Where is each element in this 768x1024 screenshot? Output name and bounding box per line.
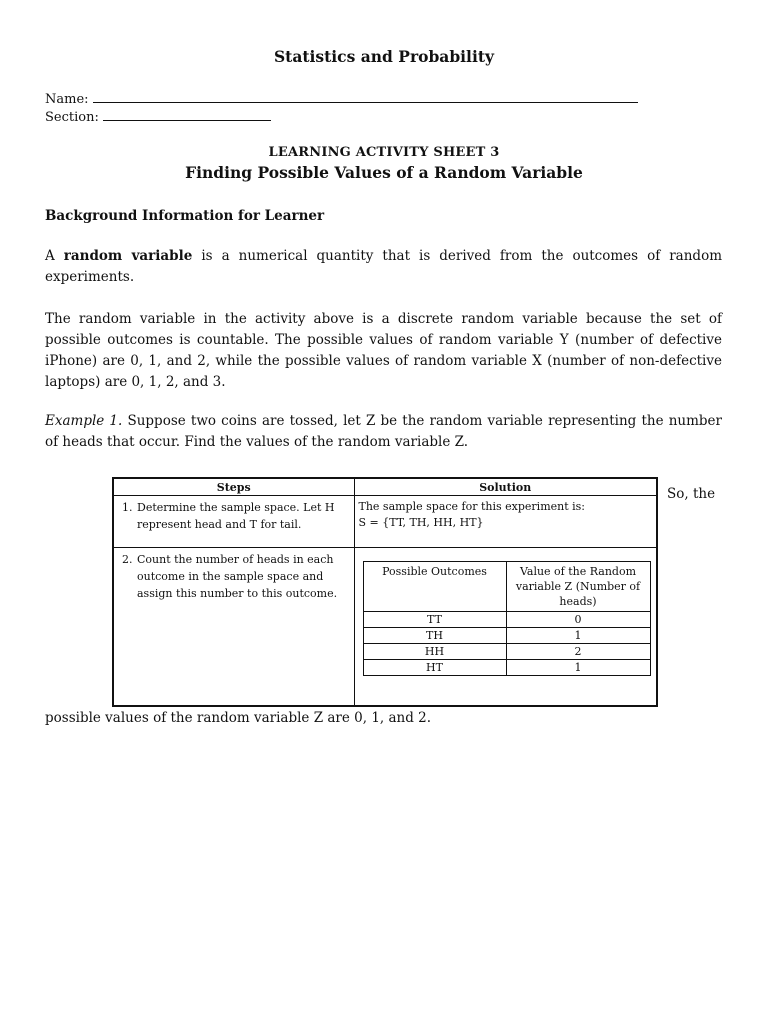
step-2-text: Count the number of heads in each outcome in the sample space and assign this number to this outcome. (137, 553, 338, 600)
background-heading: Background Information for Learner (45, 208, 325, 224)
solution-1-cell (354, 496, 657, 548)
steps-table-header-row (113, 478, 657, 496)
steps-column-header: Steps (113, 478, 354, 496)
value-of-z-header: Value of the Random variable Z (Number of heads) (506, 562, 650, 612)
random-variable-term: random variable (63, 248, 193, 264)
outcome-cell: TT (363, 612, 506, 628)
solution-1-line-2: S = {TT, TH, HH, HT} (358, 516, 484, 529)
paragraph-example (45, 411, 722, 453)
steps-table (112, 477, 658, 707)
solution-1-line-1: The sample space for this experiment is: (358, 500, 586, 513)
z-value-cell: 0 (506, 612, 650, 628)
document-title: Statistics and Probability (273, 47, 495, 66)
activity-sheet-subtitle: Finding Possible Values of a Random Variable (185, 163, 583, 182)
step-1-text: Determine the sample space. Let H represent head and T for tail. (137, 501, 335, 531)
section-field (45, 108, 271, 125)
name-blank-line (93, 90, 638, 103)
step-2-cell (113, 548, 354, 707)
name-label: Name: (45, 92, 89, 107)
possible-outcomes-header: Possible Outcomes (363, 562, 506, 612)
z-value-cell: 1 (506, 628, 650, 644)
name-field (45, 90, 638, 107)
outcome-cell: HH (363, 644, 506, 660)
outcomes-table (363, 561, 651, 676)
z-value-cell: 1 (506, 660, 650, 676)
table-row (363, 628, 650, 644)
paragraph-definition (45, 246, 722, 288)
step-row-2 (113, 548, 657, 707)
outcome-cell: HT (363, 660, 506, 676)
outcome-cell: TH (363, 628, 506, 644)
step-row-1 (113, 496, 657, 548)
activity-sheet-label: LEARNING ACTIVITY SHEET 3 (268, 145, 500, 160)
table-row (363, 644, 650, 660)
outcomes-header-row (363, 562, 650, 612)
solution-2-cell (354, 548, 657, 707)
example-label: Example 1. (45, 413, 123, 429)
section-label: Section: (45, 110, 99, 125)
conclusion-lead: So, the (667, 486, 716, 502)
paragraph-definition-rest: is a numerical quantity that is derived from the outcomes of random experiments. (45, 248, 722, 285)
solution-column-header: Solution (354, 478, 657, 496)
paragraph-definition-prefix: A (45, 248, 64, 264)
example-text: Suppose two coins are tossed, let Z be the random variable representing the number of heads that occur. Find the values of the random variable Z. (45, 413, 722, 450)
table-row (363, 660, 650, 676)
step-1-cell (113, 496, 354, 548)
section-blank-line (103, 108, 271, 121)
table-row (363, 612, 650, 628)
paragraph-discrete: The random variable in the activity above is a discrete random variable because the set of possible outcomes is countable. The possible values of random variable Y (number of defective iPhone) are 0, 1, and 2, while the possible values of random variable X (number of non-defective laptops) are 0, 1, 2, and 3. (45, 311, 722, 390)
step-2-number: 2. (122, 553, 133, 566)
z-value-cell: 2 (506, 644, 650, 660)
conclusion-text: possible values of the random variable Z are 0, 1, and 2. (45, 710, 432, 726)
step-1-number: 1. (122, 501, 133, 514)
